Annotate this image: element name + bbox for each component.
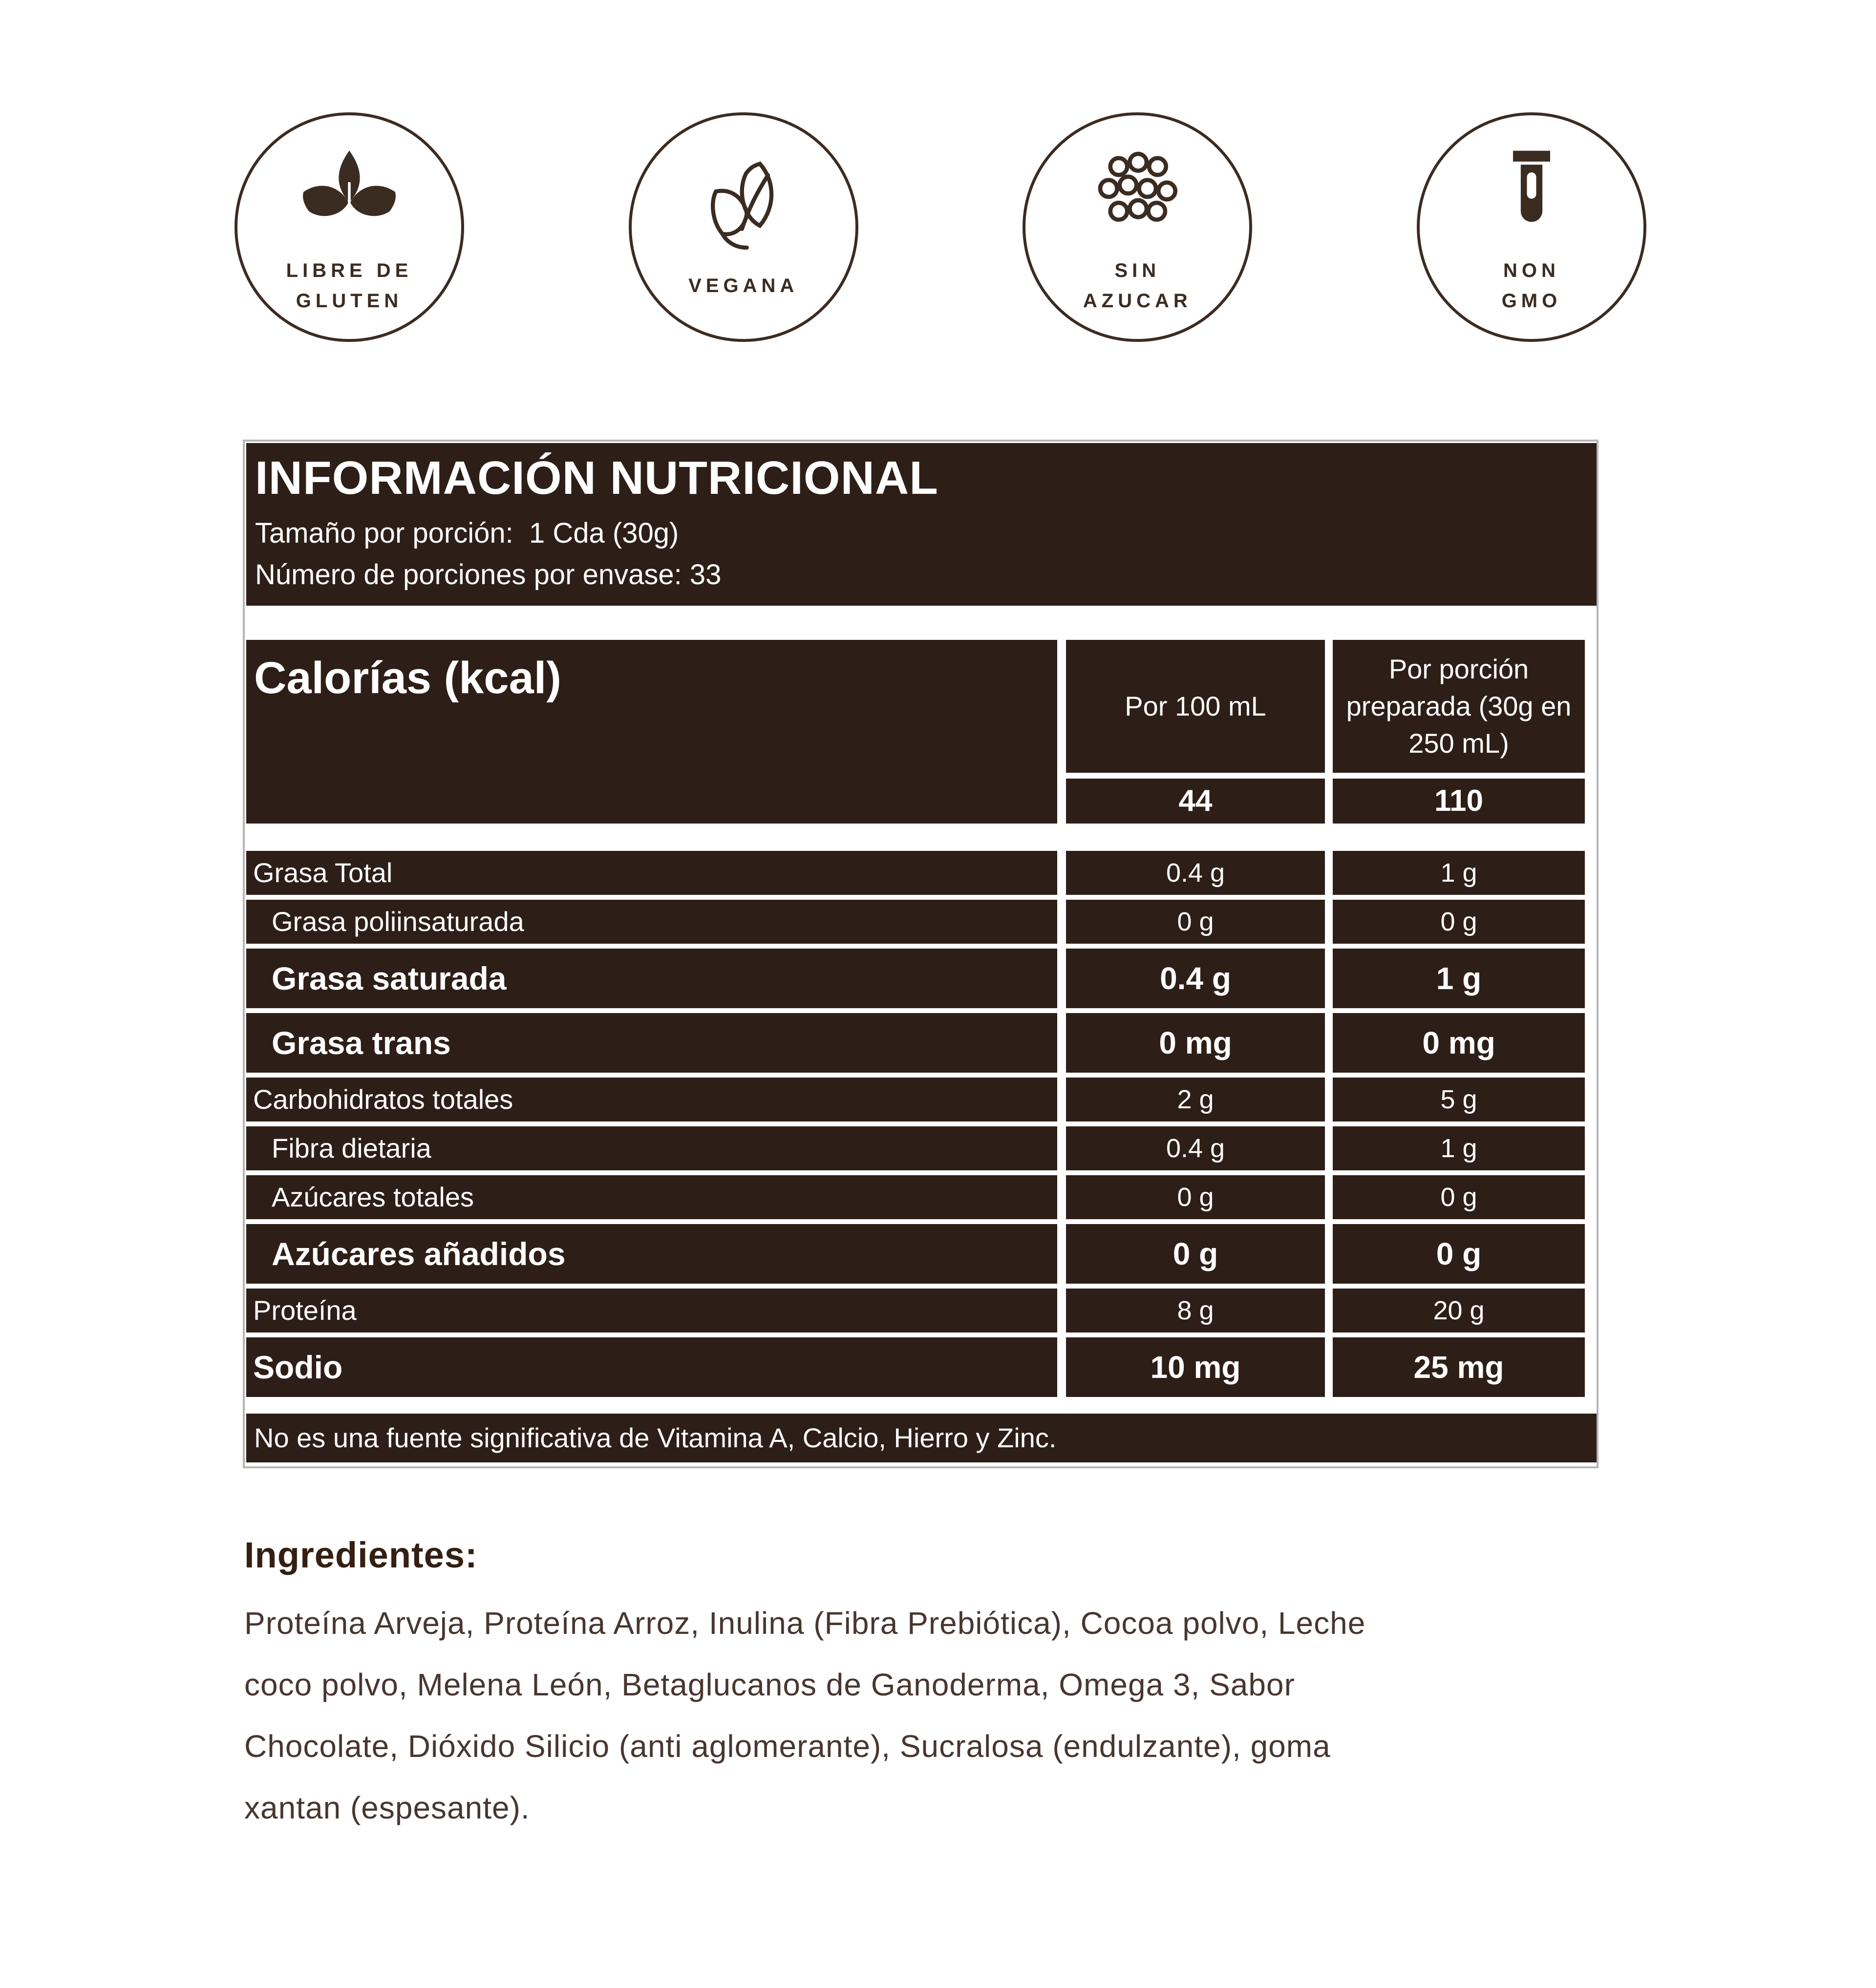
row-label: Azúcares añadidos [246,1224,1057,1284]
badge-label: LIBRE DE GLUTEN [286,259,413,312]
ingredients-line: coco polvo, Melena León, Betaglucanos de Ganoderma, Omega 3, Sabor [244,1667,1295,1702]
row-label: Grasa Total [246,851,1057,895]
row-value-per-100ml: 0 g [1066,1175,1325,1219]
calories-label: Calorías (kcal) [246,640,1057,824]
row-value-per-portion: 20 g [1333,1289,1585,1332]
row-value-per-100ml: 2 g [1066,1078,1325,1121]
row-value-per-100ml: 0.4 g [1066,949,1325,1008]
table-row-grasa-saturada [246,949,1597,1008]
row-label: Grasa saturada [246,949,1057,1008]
row-label: Sodio [246,1337,1057,1397]
ingredients-line: Chocolate, Dióxido Silicio (anti aglomerante), Sucralosa (endulzante), goma [244,1728,1331,1764]
row-label: Grasa poliinsaturada [246,900,1057,944]
row-label: Proteína [246,1289,1057,1332]
table-row-grasa-total [246,851,1597,895]
table-row-carbohidratos [246,1078,1597,1121]
ingredients-text [244,1592,1705,1839]
badge-libre-de-gluten [234,112,464,342]
badge-label: SIN AZUCAR [1083,259,1192,312]
row-value-per-portion: 1 g [1333,851,1585,895]
row-value-per-portion: 0 g [1333,1224,1585,1284]
servings-label: Número de porciones por envase: [255,559,682,591]
two-leaves-icon [695,154,792,259]
serving-size-label: Tamaño por porción: [255,517,513,549]
table-header [246,443,1597,606]
ingredients-heading: Ingredientes: [244,1534,478,1575]
row-value-per-100ml: 0.4 g [1066,851,1325,895]
row-value-per-portion: 1 g [1333,949,1585,1008]
badge-non-gmo [1417,112,1646,342]
table-row-azucares-anadidos [246,1224,1597,1284]
row-value-per-portion: 25 mg [1333,1337,1585,1397]
nutrition-label-page [0,112,1876,1839]
plant-leaves-icon [296,139,403,244]
table-title: INFORMACIÓN NUTRICIONAL [255,452,938,504]
servings-line [255,558,1587,592]
white-gap [246,824,1597,851]
table-footnote: No es una fuente significativa de Vitamina A, Calcio, Hierro y Zinc. [246,1414,1597,1462]
table-row-proteina [246,1289,1597,1332]
calories-section [246,640,1597,824]
table-row-fibra-dietaria [246,1126,1597,1170]
badge-label: NON GMO [1501,259,1562,312]
col-header-per-100ml: Por 100 mL [1066,640,1325,773]
row-value-per-100ml: 8 g [1066,1289,1325,1332]
servings-value: 33 [689,559,722,591]
serving-size-value: 1 Cda (30g) [529,517,679,549]
col-header-per-portion: Por porción preparada (30g en 250 mL) [1333,640,1585,773]
row-value-per-portion: 5 g [1333,1078,1585,1121]
row-label: Azúcares totales [246,1175,1057,1219]
row-value-per-portion: 1 g [1333,1126,1585,1170]
test-tube-icon [1485,139,1578,244]
badge-label: VEGANA [688,275,799,296]
badges-row [234,112,1646,342]
row-label: Fibra dietaria [246,1126,1057,1170]
row-value-per-100ml: 0 g [1066,900,1325,944]
row-value-per-100ml: 0 g [1066,1224,1325,1284]
row-value-per-portion: 0 g [1333,1175,1585,1219]
row-value-per-100ml: 0.4 g [1066,1126,1325,1170]
badge-sin-azucar [1023,112,1252,342]
calories-value-per-portion: 110 [1333,779,1585,824]
row-value-per-100ml: 0 mg [1066,1013,1325,1073]
ingredients-line: xantan (espesante). [244,1790,530,1825]
sugar-dots-icon [1086,139,1189,244]
table-row-sodio [246,1337,1597,1397]
row-value-per-portion: 0 mg [1333,1013,1585,1073]
ingredients-line: Proteína Arveja, Proteína Arroz, Inulina (Fibra Prebiótica), Cocoa polvo, Leche [244,1605,1366,1641]
white-gap [246,606,1597,640]
table-row-grasa-trans [246,1013,1597,1073]
calories-value-per-100ml: 44 [1066,779,1325,824]
table-row-azucares-totales [246,1175,1597,1219]
row-value-per-portion: 0 g [1333,900,1585,944]
row-label: Grasa trans [246,1013,1057,1073]
row-label: Carbohidratos totales [246,1078,1057,1121]
table-row-grasa-poliinsaturada [246,900,1597,944]
ingredients-section [244,1534,1705,1839]
row-value-per-100ml: 10 mg [1066,1337,1325,1397]
nutrition-table [243,440,1599,1468]
serving-size-line [255,516,1587,550]
badge-vegana [629,112,858,342]
